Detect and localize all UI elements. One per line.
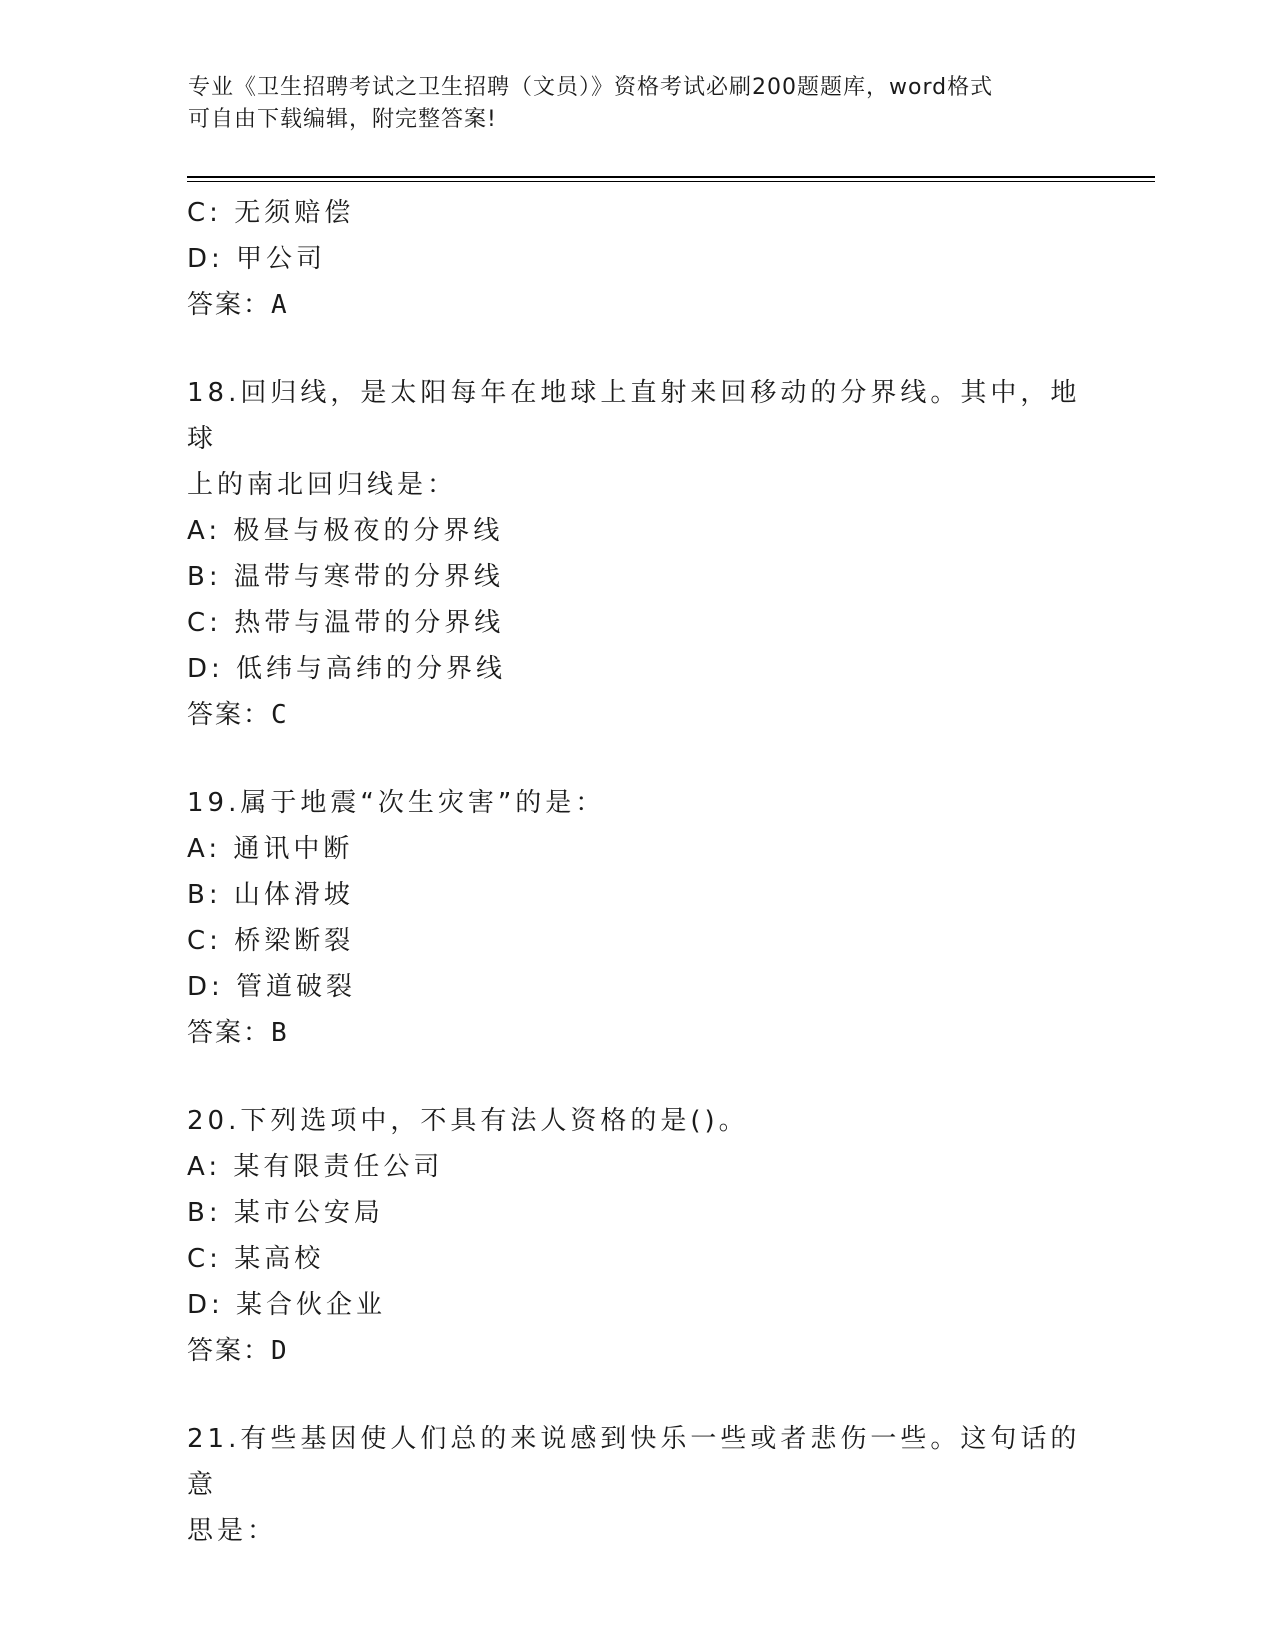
option-text: 桥梁断裂 [234,926,355,956]
option-label: D: [187,244,224,274]
option-b [187,872,1087,918]
option-d [187,964,1087,1010]
option-text: 无须赔偿 [234,198,355,228]
option-d [187,236,1087,282]
answer-label: 答案： [187,290,272,320]
answer-label: 答案： [187,1336,272,1366]
option-c [187,600,1087,646]
option-text: 某合伙企业 [236,1290,387,1320]
option-text: 低纬与高纬的分界线 [236,654,507,684]
option-label: C: [187,198,222,228]
option-a [187,508,1087,554]
option-text: 山体滑坡 [233,880,354,910]
option-text: 极昼与极夜的分界线 [233,516,504,546]
option-label: B: [187,1198,222,1228]
question-text-line-1: 有些基因使人们总的来说感到快乐一些或者悲伤一些。这句话的意 [187,1424,1081,1500]
question-21 [187,1416,1087,1554]
option-text: 某有限责任公司 [233,1152,444,1182]
answer-value: C [271,700,289,730]
option-label: C: [187,926,222,956]
answer-line [187,1010,1087,1056]
question-number: 20. [187,1106,241,1136]
option-label: D: [187,654,224,684]
question-20 [187,1098,1087,1374]
header-line-1: 专业《卫生招聘考试之卫生招聘（文员）》资格考试必刷200题题库，word格式 [188,75,994,100]
option-text: 热带与温带的分界线 [234,608,505,638]
answer-value: A [271,290,289,320]
question-number: 18. [187,378,241,408]
answer-value: D [271,1336,289,1366]
option-label: C: [187,1244,222,1274]
option-b [187,554,1087,600]
option-text: 温带与寒带的分界线 [233,562,504,592]
question-number: 21. [187,1424,241,1454]
answer-line [187,692,1087,738]
option-label: A: [187,516,222,546]
answer-line [187,282,1087,328]
question-19 [187,780,1087,1056]
answer-line [187,1328,1087,1374]
option-text: 某市公安局 [233,1198,384,1228]
document-header [188,72,1088,136]
answer-label: 答案： [187,1018,272,1048]
option-text: 管道破裂 [236,972,357,1002]
option-label: A: [187,834,222,864]
prev-question-tail [187,190,1087,328]
question-18 [187,370,1087,738]
question-text [187,1098,1087,1144]
option-text: 通讯中断 [233,834,354,864]
option-c [187,190,1087,236]
question-text-line-2: 上的南北回归线是： [187,470,458,500]
option-d [187,646,1087,692]
option-label: B: [187,880,222,910]
question-text [187,780,1087,826]
question-text [187,1416,1087,1508]
option-a [187,1144,1087,1190]
document-content [187,190,1087,1554]
option-label: D: [187,972,224,1002]
option-a [187,826,1087,872]
option-d [187,1282,1087,1328]
option-label: C: [187,608,222,638]
option-c [187,1236,1087,1282]
header-divider-thin [187,181,1155,182]
header-line-2: 可自由下载编辑，附完整答案! [188,107,497,132]
option-text: 某高校 [234,1244,325,1274]
question-text-line-1: 属于地震“次生灾害”的是： [240,788,606,818]
option-text: 甲公司 [236,244,327,274]
header-divider-thick [187,176,1155,178]
question-text-line-1: 下列选项中，不具有法人资格的是()。 [240,1106,749,1136]
option-label: B: [187,562,222,592]
answer-value: B [271,1018,289,1048]
option-b [187,1190,1087,1236]
option-label: A: [187,1152,222,1182]
question-text-line-1: 回归线，是太阳每年在地球上直射来回移动的分界线。其中，地球 [187,378,1081,454]
question-number: 19. [187,788,241,818]
question-text-line-2: 思是： [187,1516,278,1546]
option-c [187,918,1087,964]
answer-label: 答案： [187,700,272,730]
option-label: D: [187,1290,224,1320]
question-text [187,370,1087,462]
